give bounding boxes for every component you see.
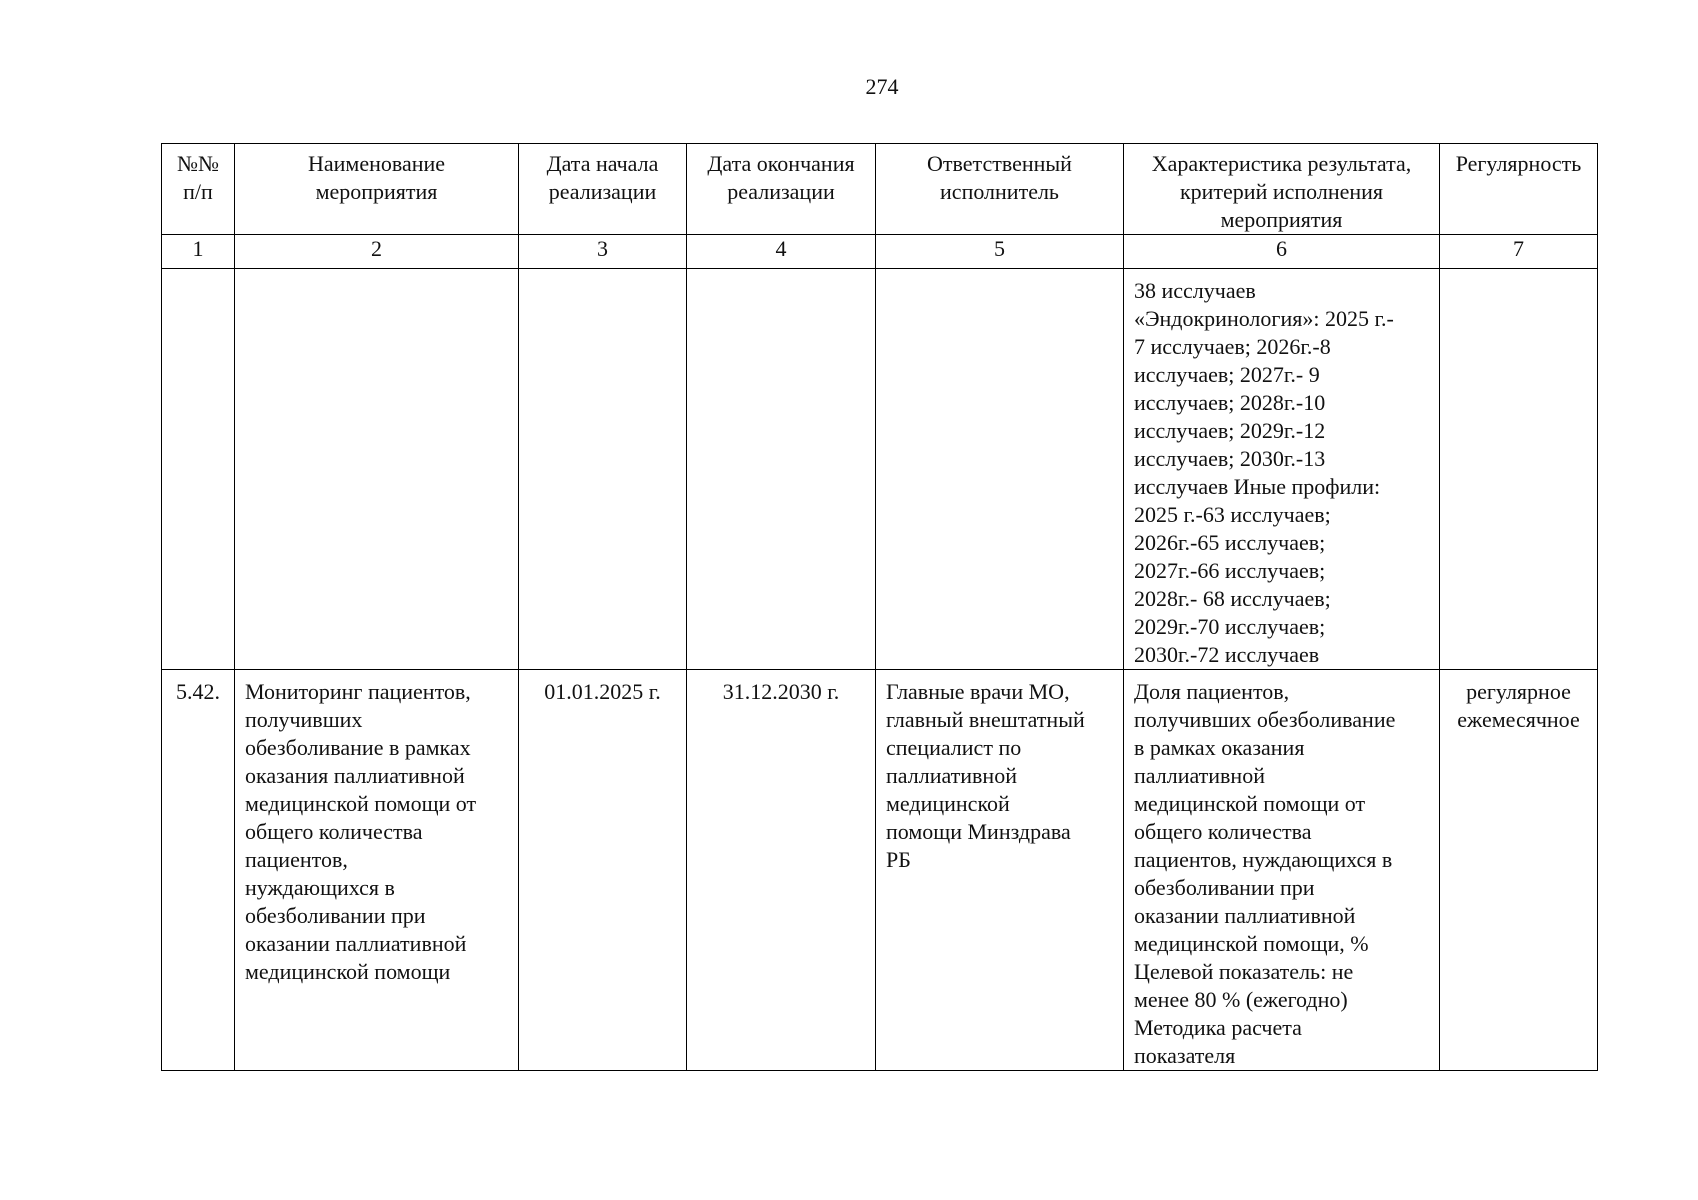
header-number: №№ п/п <box>162 144 235 235</box>
column-number: 6 <box>1124 235 1440 269</box>
header-row <box>162 144 1598 235</box>
cell-executor: Главные врачи МО, главный внештатный специалист по паллиативной медицинской помощи Минздрава РБ <box>876 670 1124 1071</box>
table-row <box>162 670 1598 1071</box>
column-number: 7 <box>1440 235 1598 269</box>
table-row <box>162 269 1598 670</box>
cell-result: Доля пациентов, получивших обезболивание в рамках оказания паллиативной медицинской помощи от общего количества пациентов, нуждающихся в обезболивании при оказании паллиативной медицинской помощи, % Целевой показатель: не менее 80 % (ежегодно) Методика расчета показателя <box>1124 670 1440 1071</box>
column-number: 2 <box>235 235 519 269</box>
cell-start-date <box>519 269 687 670</box>
activities-table <box>161 143 1598 1071</box>
header-end-date: Дата окончания реализации <box>687 144 876 235</box>
header-start-date: Дата начала реализации <box>519 144 687 235</box>
column-number-row <box>162 235 1598 269</box>
cell-number: 5.42. <box>162 670 235 1071</box>
cell-result: 38 исслучаев «Эндокринология»: 2025 г.- 7 исслучаев; 2026г.-8 исслучаев; 2027г.- 9 исслучаев; 2028г.-10 исслучаев; 2029г.-12 исслучаев; 2030г.-13 исслучаев Иные профили: 2025 г.-63 исслучаев; 2026г.-65 исслучаев; 2027г.-66 исслучаев; 2028г.- 68 исслучаев; 2029г.-70 исслучаев; 2030г.-72 исслучаев <box>1124 269 1440 670</box>
header-regularity: Регулярность <box>1440 144 1598 235</box>
cell-name: Мониторинг пациентов, получивших обезболивание в рамках оказания паллиативной медицинской помощи от общего количества пациентов, нуждающихся в обезболивании при оказании паллиативной медицинской помощи <box>235 670 519 1071</box>
column-number: 4 <box>687 235 876 269</box>
header-executor: Ответственный исполнитель <box>876 144 1124 235</box>
cell-executor <box>876 269 1124 670</box>
page-number: 274 <box>865 74 899 99</box>
column-number: 5 <box>876 235 1124 269</box>
cell-regularity: регулярное ежемесячное <box>1440 670 1598 1071</box>
column-number: 3 <box>519 235 687 269</box>
header-name: Наименование мероприятия <box>235 144 519 235</box>
cell-end-date: 31.12.2030 г. <box>687 670 876 1071</box>
cell-name <box>235 269 519 670</box>
cell-regularity <box>1440 269 1598 670</box>
cell-start-date: 01.01.2025 г. <box>519 670 687 1071</box>
cell-number <box>162 269 235 670</box>
header-result: Характеристика результата, критерий исполнения мероприятия <box>1124 144 1440 235</box>
column-number: 1 <box>162 235 235 269</box>
cell-end-date <box>687 269 876 670</box>
